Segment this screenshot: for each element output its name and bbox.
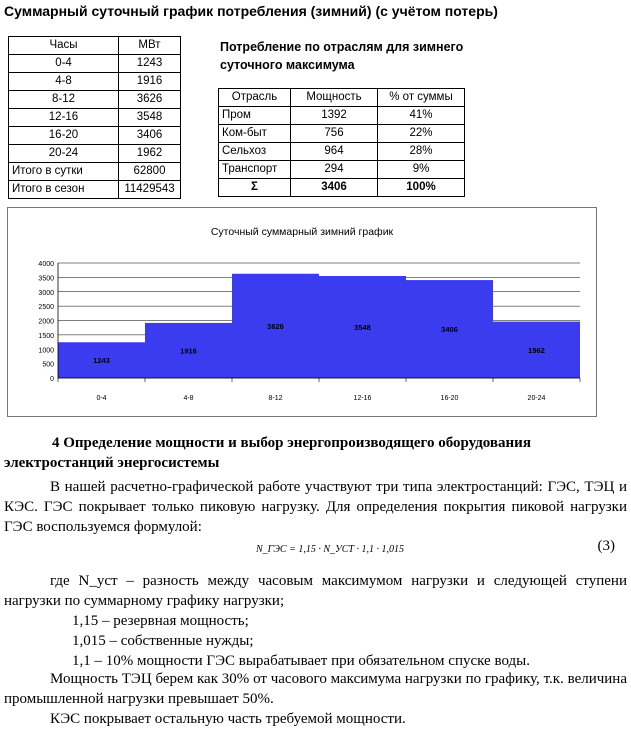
chart-bars bbox=[58, 274, 580, 378]
list-item: 1,015 – собственные нужды; bbox=[72, 633, 254, 649]
section-heading-line1: 4 Определение мощности и выбор энергопроизводящего оборудования bbox=[52, 435, 531, 451]
y-tick-label: 4000 bbox=[38, 261, 54, 268]
x-tick-label: 4-8 bbox=[183, 395, 194, 402]
data-label: 1916 bbox=[180, 346, 197, 356]
x-tick-label: 8-12 bbox=[268, 395, 283, 402]
paragraph-intro: В нашей расчетно-графической работе участвуют три типа электростанций: ГЭС, ТЭЦ и КЭС. ГЭС покрывает только пиковую нагрузку. Для определения покрытия пиковой нагрузки ГЭС воспользуемся формулой: bbox=[4, 479, 627, 535]
data-label: 3626 bbox=[267, 321, 284, 331]
table-row bbox=[9, 181, 181, 199]
mw-cell: 3626 bbox=[119, 91, 181, 109]
mw-cell: 3406 bbox=[119, 127, 181, 145]
percent-cell: 41% bbox=[378, 107, 465, 125]
power-cell: 1392 bbox=[291, 107, 378, 125]
hours-cell: 0-4 bbox=[9, 55, 119, 73]
power-cell: 294 bbox=[291, 161, 378, 179]
hours-cell: 16-20 bbox=[9, 127, 119, 145]
table-row bbox=[219, 125, 465, 143]
table-row bbox=[219, 161, 465, 179]
hours-cell: 8-12 bbox=[9, 91, 119, 109]
section-heading-line2: электростанций энергосистемы bbox=[4, 455, 220, 471]
percent-cell: 22% bbox=[378, 125, 465, 143]
data-label: 3406 bbox=[441, 325, 458, 335]
sum-symbol: Σ bbox=[219, 179, 291, 197]
season-total-label: Итого в сезон bbox=[9, 181, 119, 199]
list-item: 1,15 – резервная мощность; bbox=[72, 613, 249, 629]
table-row bbox=[9, 145, 181, 163]
table-row bbox=[9, 109, 181, 127]
data-label: 1962 bbox=[528, 345, 545, 355]
table-total-row bbox=[219, 179, 465, 197]
table-row bbox=[9, 55, 181, 73]
total-power: 3406 bbox=[291, 179, 378, 197]
sector-cell: Пром bbox=[219, 107, 291, 125]
daily-total-label: Итого в сутки bbox=[9, 163, 119, 181]
table-row bbox=[9, 163, 181, 181]
col-header-hours: Часы bbox=[9, 37, 119, 55]
sector-table-title: Потребление по отраслям для зимнего суточного максимума bbox=[220, 40, 464, 72]
table-row bbox=[9, 127, 181, 145]
percent-cell: 9% bbox=[378, 161, 465, 179]
formula-number: (3) bbox=[597, 538, 615, 554]
table-row bbox=[9, 73, 181, 91]
power-cell: 756 bbox=[291, 125, 378, 143]
data-label: 3548 bbox=[354, 322, 371, 332]
y-tick-label: 500 bbox=[42, 361, 54, 369]
sector-table bbox=[218, 88, 465, 197]
x-tick-label: 16-20 bbox=[440, 395, 459, 402]
hours-table bbox=[8, 36, 181, 199]
data-label: 1243 bbox=[93, 356, 110, 366]
y-tick-label: 2500 bbox=[38, 304, 54, 312]
chart-title: Суточный суммарный зимний график bbox=[210, 226, 394, 238]
hours-cell: 4-8 bbox=[9, 73, 119, 91]
col-header-mw: МВт bbox=[119, 37, 181, 55]
list-item: 1,1 – 10% мощности ГЭС вырабатывает при обязательном спуске воды. bbox=[72, 653, 530, 669]
mw-cell: 1962 bbox=[119, 145, 181, 163]
hours-cell: 20-24 bbox=[9, 145, 119, 163]
x-tick-label: 20-24 bbox=[527, 395, 546, 402]
y-tick-label: 3000 bbox=[38, 289, 54, 297]
paragraph-tec: Мощность ТЭЦ берем как 30% от часового максимума нагрузки по графику, т.к. величина промышленной нагрузки превышает 50%. bbox=[4, 671, 627, 707]
percent-cell: 28% bbox=[378, 143, 465, 161]
formula-row bbox=[0, 540, 623, 560]
mw-cell: 1243 bbox=[119, 55, 181, 73]
y-tick-label: 3500 bbox=[38, 275, 54, 283]
x-tick-label: 12-16 bbox=[353, 395, 372, 402]
mw-cell: 3548 bbox=[119, 109, 181, 127]
section-heading bbox=[4, 433, 627, 473]
daily-load-chart bbox=[7, 207, 597, 417]
paragraph-where: где N_уст – разность между часовым максимумом нагрузки и следующей ступени нагрузки по суммарному графику нагрузки; bbox=[4, 573, 627, 609]
y-tick-label: 1000 bbox=[38, 347, 54, 355]
x-tick-label: 0-4 bbox=[96, 395, 107, 402]
formula: N_ГЭС = 1,15 · N_УСТ · 1,1 · 1,015 bbox=[256, 544, 404, 555]
col-header-percent: % от суммы bbox=[378, 89, 465, 107]
y-tick-label: 1500 bbox=[38, 332, 54, 340]
power-cell: 964 bbox=[291, 143, 378, 161]
mw-cell: 1916 bbox=[119, 73, 181, 91]
col-header-power: Мощность bbox=[291, 89, 378, 107]
chart-svg bbox=[8, 208, 596, 416]
sector-cell: Ком-быт bbox=[219, 125, 291, 143]
y-tick-label: 2000 bbox=[38, 318, 54, 326]
table-row bbox=[219, 107, 465, 125]
sector-cell: Сельхоз bbox=[219, 143, 291, 161]
page-title: Суммарный суточный график потребления (зимний) (с учётом потерь) bbox=[4, 3, 498, 19]
y-tick-label: 0 bbox=[50, 376, 54, 383]
total-percent: 100% bbox=[378, 179, 465, 197]
paragraph-kes: КЭС покрывает остальную часть требуемой мощности. bbox=[50, 711, 406, 727]
sector-cell: Транспорт bbox=[219, 161, 291, 179]
table-row bbox=[9, 91, 181, 109]
season-total-value: 11429543 bbox=[119, 181, 181, 199]
col-header-sector: Отрасль bbox=[219, 89, 291, 107]
table-row bbox=[219, 143, 465, 161]
hours-cell: 12-16 bbox=[9, 109, 119, 127]
daily-total-value: 62800 bbox=[119, 163, 181, 181]
